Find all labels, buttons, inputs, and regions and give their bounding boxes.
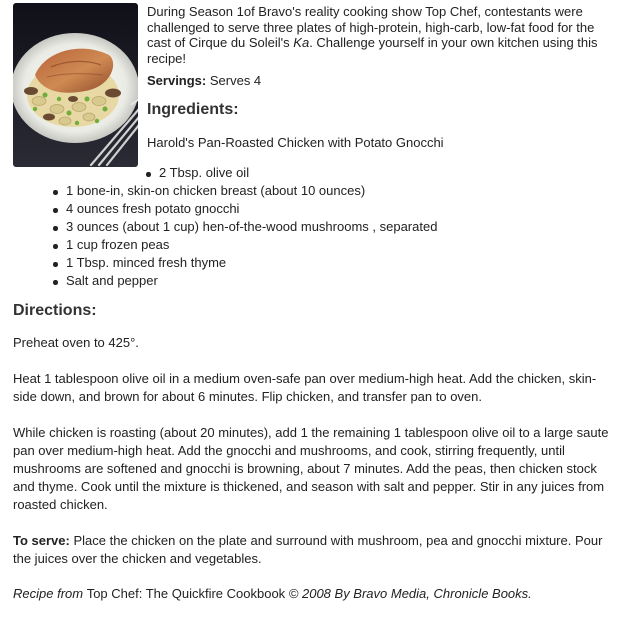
recipe-name: Harold's Pan-Roasted Chicken with Potato Gnocchi	[147, 135, 444, 150]
ingredient-item: 1 bone-in, skin-on chicken breast (about 10 ounces)	[13, 182, 437, 200]
ingredient-item: 2 Tbsp. olive oil	[13, 164, 437, 182]
direction-step-3: While chicken is roasting (about 20 minutes), add 1 the remaining 1 tablespoon olive oil to a large saute pan over medium-high heat. Add the gnocchi and mushrooms, and cook, stirring frequently, until mushrooms are softened and gnocchi is browning, about 7 minutes. Add the peas, then chicken stock and thyme. Cook until the mixture is thickened, and season with salt and pepper. Stir in any juices from roasted chicken.	[13, 425, 609, 512]
ingredient-item: 1 Tbsp. minced fresh thyme	[13, 254, 437, 272]
serve-label: To serve:	[13, 533, 70, 548]
ingredients-list	[13, 164, 437, 290]
ingredient-item: Salt and pepper	[13, 272, 437, 290]
credit-suffix: © 2008 By Bravo Media, Chronicle Books.	[285, 586, 532, 601]
servings-label: Servings:	[147, 73, 207, 88]
chicken-dish-image	[13, 3, 138, 167]
servings-value: Serves 4	[206, 73, 262, 88]
intro-text-1: During Season 1of Bravo's reality cooking show Top Chef, contestants were challenged to serve three plates of high-protein, high-carb, low-fat food for the cast of Cirque du Soleil's	[147, 4, 595, 50]
serve-text: Place the chicken on the plate and surround with mushroom, pea and gnocchi mixture. Pour the juices over the chicken and vegetables.	[13, 533, 603, 566]
servings	[147, 73, 261, 88]
direction-step-2: Heat 1 tablespoon olive oil in a medium oven-safe pan over medium-high heat. Add the chicken, skin-side down, and brown for about 6 minutes. Flip chicken, and transfer pan to oven.	[13, 371, 597, 404]
ingredient-item: 4 ounces fresh potato gnocchi	[13, 200, 437, 218]
credit-book-title: Top Chef: The Quickfire Cookbook	[86, 586, 286, 601]
directions-heading: Directions:	[13, 302, 97, 319]
intro-paragraph	[147, 4, 607, 66]
intro-text-italic: Ka	[293, 35, 310, 50]
credit-prefix: Recipe from	[13, 586, 87, 601]
direction-step-1: Preheat oven to 425°.	[13, 335, 139, 350]
recipe-photo	[13, 3, 138, 167]
ingredients-heading: Ingredients:	[147, 101, 239, 118]
serving-instructions	[13, 532, 613, 568]
intro-text-2: . Challenge yourself in your own kitchen using this recipe!	[147, 35, 598, 66]
ingredient-item: 3 ounces (about 1 cup) hen-of-the-wood mushrooms , separated	[13, 218, 437, 236]
ingredient-item: 1 cup frozen peas	[13, 236, 437, 254]
recipe-credit	[13, 586, 532, 601]
